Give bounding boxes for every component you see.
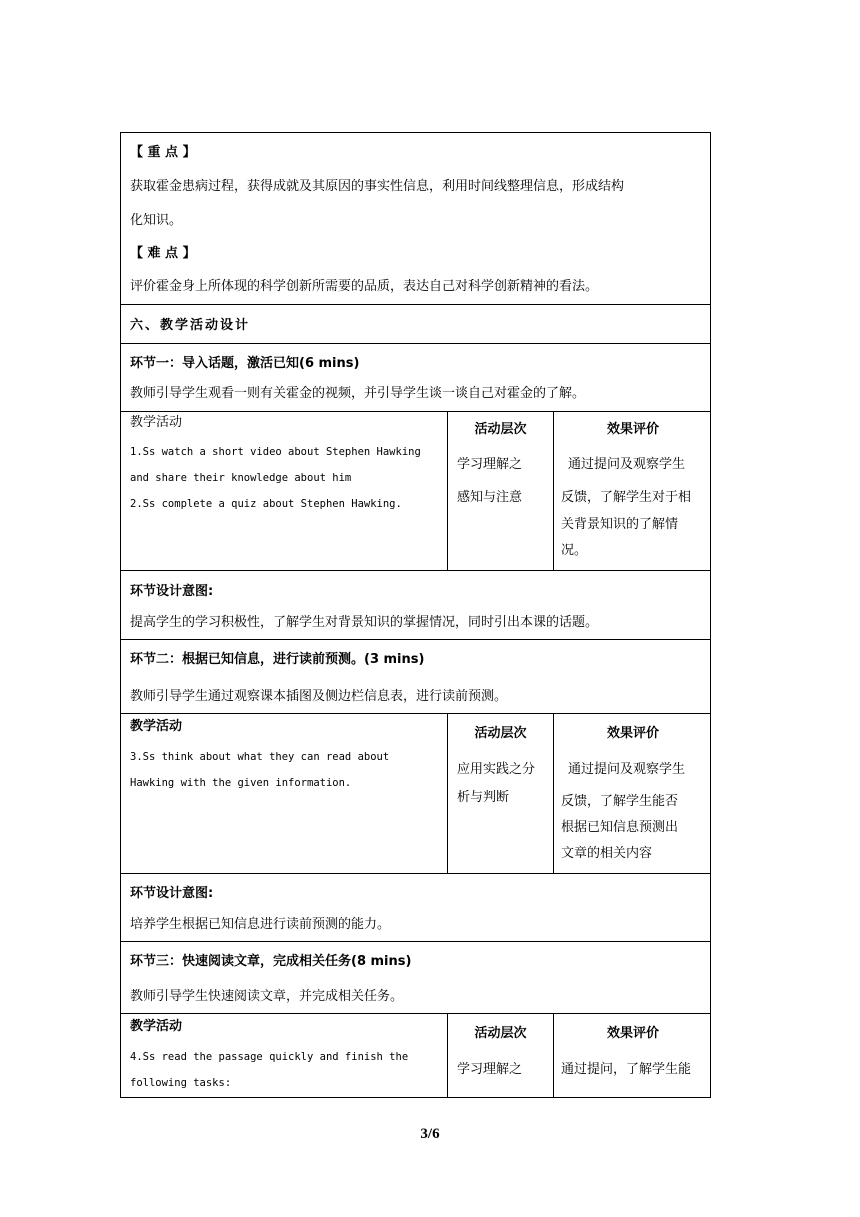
- intent-title: 环节设计意图:: [130, 886, 214, 901]
- level-header: 活动层次: [474, 422, 527, 437]
- eval-text: 文章的相关内容: [561, 846, 653, 861]
- eval-text: 通过提问及观察学生: [568, 762, 686, 777]
- activity-line: and share their knowledge about him: [130, 472, 352, 484]
- level-text: 析与判断: [457, 790, 510, 805]
- row-divider: [121, 304, 710, 305]
- difficult-points-text: 评价霍金身上所体现的科学创新所需要的品质，表达自己对科学创新精神的看法。: [130, 279, 599, 294]
- row-divider: [121, 570, 710, 571]
- intent-text: 培养学生根据已知信息进行读前预测的能力。: [130, 917, 391, 932]
- activity-line: 4.Ss read the passage quickly and finish the: [130, 1051, 409, 1063]
- key-points-text: 化知识。: [130, 213, 183, 228]
- intent-title: 环节设计意图:: [130, 584, 214, 599]
- activity-header: 教学活动: [130, 415, 183, 430]
- stage-title: 环节三：快速阅读文章，完成相关任务(8 mins): [130, 954, 412, 969]
- stage-description: 教师引导学生快速阅读文章，并完成相关任务。: [130, 989, 404, 1004]
- page-number: 3/6: [420, 1126, 440, 1142]
- row-divider: [121, 639, 710, 640]
- activity-line: 1.Ss watch a short video about Stephen Hawking: [130, 446, 421, 458]
- intent-text: 提高学生的学习积极性，了解学生对背景知识的掌握情况，同时引出本课的话题。: [130, 615, 599, 630]
- level-header: 活动层次: [474, 726, 527, 741]
- lesson-plan-table: [120, 132, 711, 1098]
- stage-description: 教师引导学生通过观察课本插图及侧边栏信息表，进行读前预测。: [130, 689, 508, 704]
- level-text: 感知与注意: [457, 490, 523, 505]
- eval-text: 根据已知信息预测出: [561, 820, 679, 835]
- eval-text: 反馈，了解学生对于相: [561, 490, 692, 505]
- row-divider: [121, 941, 710, 942]
- stage-title: 环节一：导入话题，激活已知(6 mins): [130, 356, 360, 371]
- level-header: 活动层次: [474, 1026, 527, 1041]
- row-divider: [121, 713, 710, 714]
- activity-header: 教学活动: [130, 1019, 183, 1034]
- level-text: 学习理解之: [457, 1062, 523, 1077]
- row-divider: [121, 411, 710, 412]
- row-divider: [121, 343, 710, 344]
- level-text: 学习理解之: [457, 457, 523, 472]
- activity-line: 3.Ss think about what they can read about: [130, 751, 390, 763]
- eval-header: 效果评价: [606, 726, 659, 741]
- activity-line: 2.Ss complete a quiz about Stephen Hawking.: [130, 498, 402, 510]
- stage-description: 教师引导学生观看一则有关霍金的视频，并引导学生谈一谈自己对霍金的了解。: [130, 386, 586, 401]
- eval-text: 通过提问，了解学生能: [561, 1062, 692, 1077]
- level-text: 应用实践之分: [457, 762, 536, 777]
- eval-header: 效果评价: [606, 1026, 659, 1041]
- row-divider: [121, 873, 710, 874]
- activity-header: 教学活动: [130, 719, 183, 734]
- key-points-text: 获取霍金患病过程，获得成就及其原因的事实性信息，利用时间线整理信息，形成结构: [130, 179, 625, 194]
- row-divider: [121, 1013, 710, 1014]
- activity-line: following tasks:: [130, 1077, 232, 1089]
- difficult-points-heading: 【 难 点 】: [130, 246, 196, 261]
- eval-text: 关背景知识的了解情: [561, 517, 679, 532]
- eval-text: 况。: [561, 543, 588, 558]
- section-title: 六、教学活动设计: [130, 318, 251, 333]
- eval-text: 通过提问及观察学生: [568, 457, 686, 472]
- key-points-heading: 【 重 点 】: [130, 145, 196, 160]
- eval-header: 效果评价: [606, 422, 659, 437]
- activity-line: Hawking with the given information.: [130, 777, 352, 789]
- eval-text: 反馈，了解学生能否: [561, 794, 679, 809]
- stage-title: 环节二：根据已知信息，进行读前预测。(3 mins): [130, 652, 425, 667]
